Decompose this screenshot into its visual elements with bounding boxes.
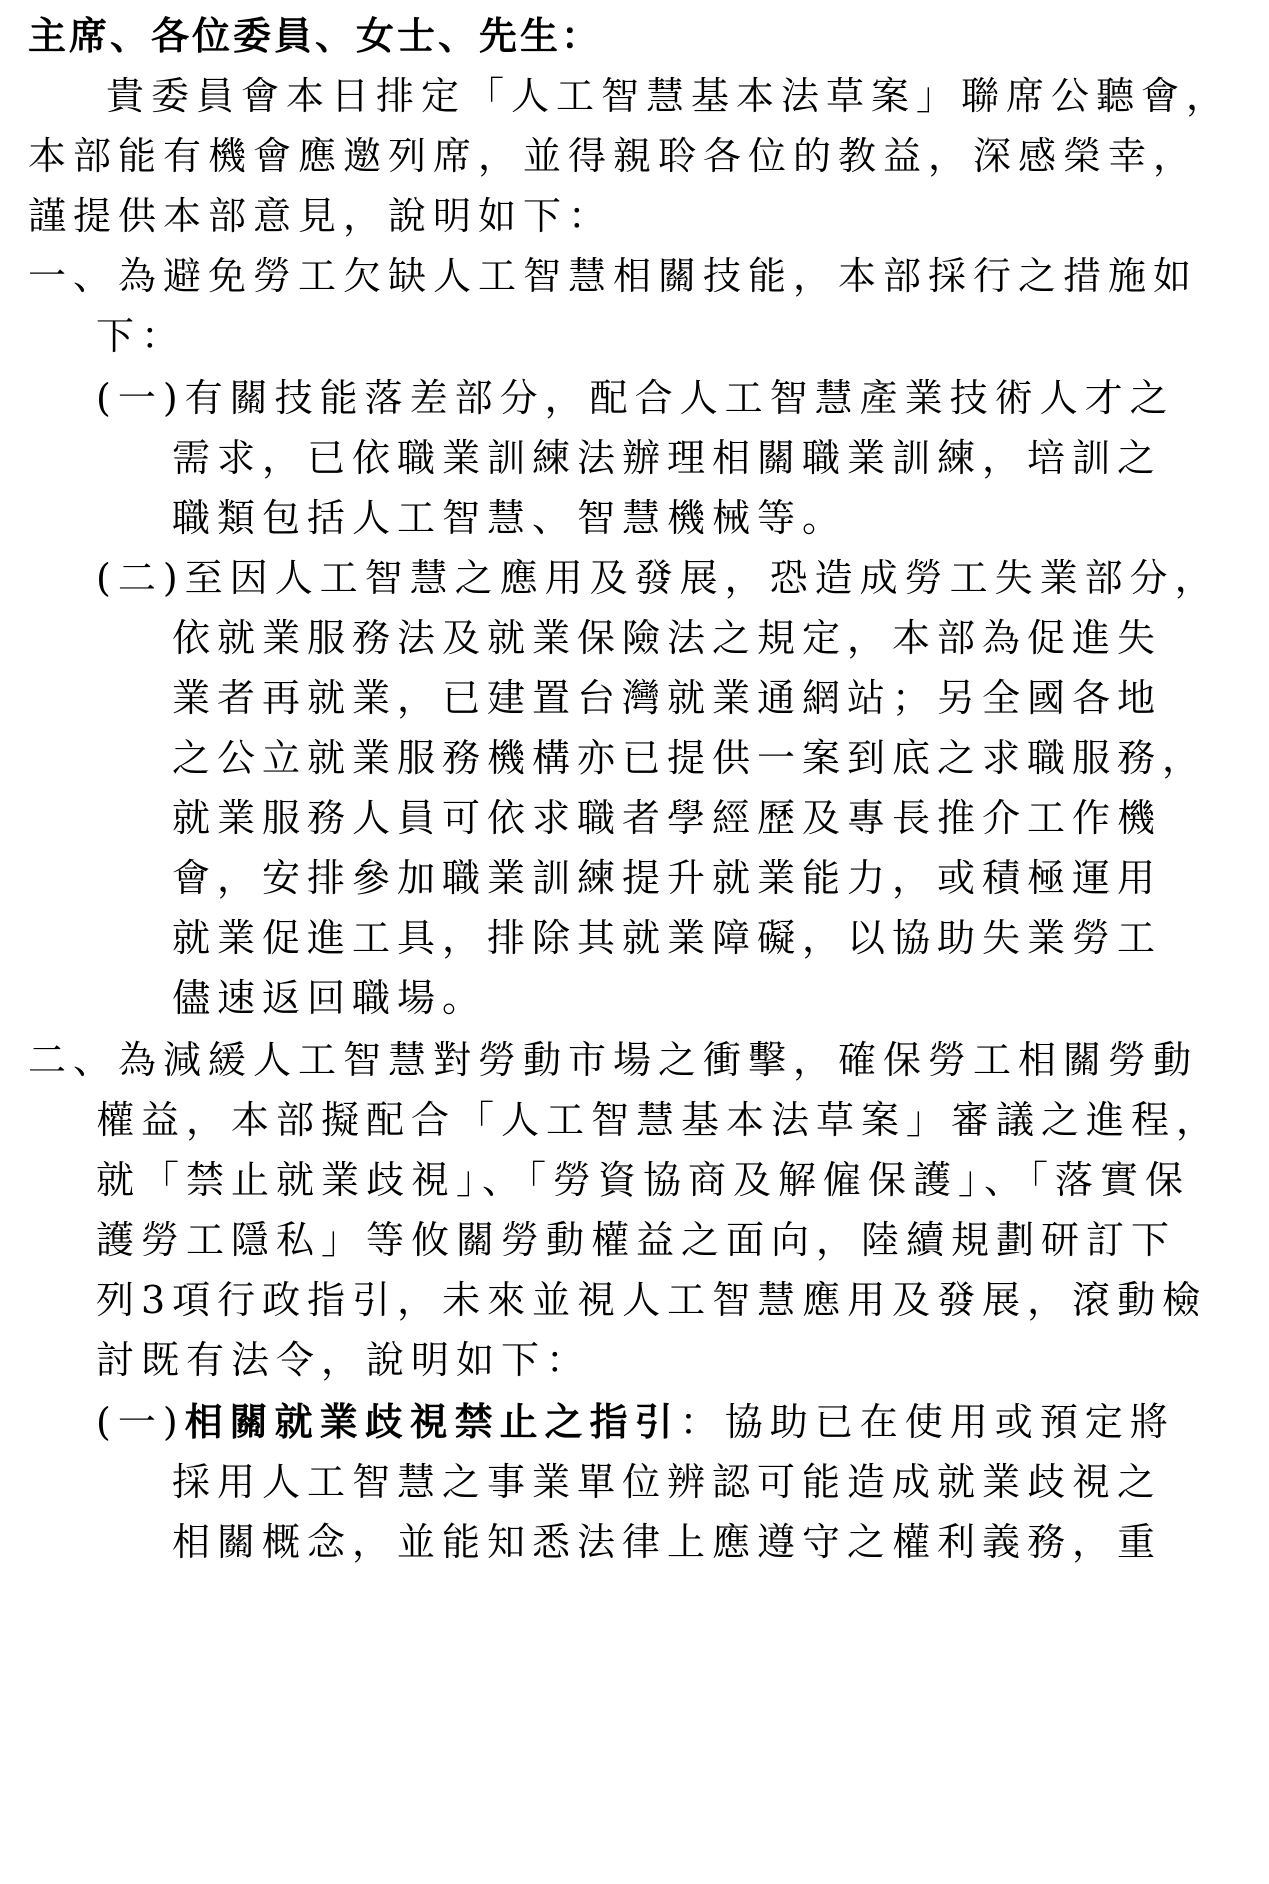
section-1-heading-line: 一、為避免勞工欠缺人工智慧相關技能，本部採行之措施如 bbox=[28, 254, 1199, 298]
section-2-heading-line: 權益，本部擬配合「人工智慧基本法草案」審議之進程， bbox=[96, 1098, 1222, 1142]
salutation: 主席、各位委員、女士、先生： bbox=[28, 13, 603, 58]
section-1-item-2-line: 儘速返回職場。 bbox=[172, 976, 488, 1020]
section-2-heading-line: 護勞工隱私」等攸關勞動權益之面向，陸續規劃研訂下 bbox=[96, 1218, 1177, 1262]
section-2-item-1-line: 採用人工智慧之事業單位辨認可能造成就業歧視之 bbox=[172, 1460, 1163, 1504]
intro-line: 本部能有機會應邀列席，並得親聆各位的教益，深感榮幸， bbox=[28, 134, 1199, 178]
section-1-item-2-line: 依就業服務法及就業保險法之規定，本部為促進失 bbox=[172, 616, 1163, 660]
item-colon: ： bbox=[679, 1400, 725, 1444]
intro-line: 貴委員會本日排定「人工智慧基本法草案」聯席公聽會， bbox=[106, 74, 1232, 118]
section-2-heading-line: 列3項行政指引，未來並視人工智慧應用及發展，滾動檢 bbox=[96, 1278, 1208, 1322]
section-1-item-2-line: (二)至因人工智慧之應用及發展，恐造成勞工失業部分， bbox=[96, 556, 1220, 600]
item-heading: 相關就業歧視禁止之指引 bbox=[184, 1399, 680, 1444]
intro-line: 謹提供本部意見，說明如下： bbox=[28, 194, 614, 238]
section-2-item-1-first-line bbox=[96, 1398, 1175, 1446]
section-1-heading-line: 下： bbox=[96, 314, 187, 358]
section-1-item-1-line: 需求，已依職業訓練法辦理相關職業訓練，培訓之 bbox=[172, 436, 1163, 480]
section-1-item-2-line: 就業促進工具，排除其就業障礙，以協助失業勞工 bbox=[172, 916, 1163, 960]
section-1-item-1-line: (一)有關技能落差部分，配合人工智慧產業技術人才之 bbox=[96, 376, 1175, 420]
section-2-heading-line: 討既有法令，說明如下： bbox=[96, 1338, 592, 1382]
section-1-item-1-line: 職類包括人工智慧、智慧機械等。 bbox=[172, 496, 848, 540]
section-2-item-1-line: 相關概念，並能知悉法律上應遵守之權利義務，重 bbox=[172, 1520, 1163, 1564]
item-text: 協助已在使用或預定將 bbox=[724, 1400, 1175, 1444]
section-2-heading-line: 就「禁止就業歧視」、「勞資協商及解僱保護」、「落實保 bbox=[96, 1158, 1191, 1202]
section-1-item-2-line: 會，安排參加職業訓練提升就業能力，或積極運用 bbox=[172, 856, 1163, 900]
item-marker: (一) bbox=[96, 1400, 185, 1444]
section-1-item-2-line: 之公立就業服務機構亦已提供一案到底之求職服務， bbox=[172, 736, 1208, 780]
section-1-item-2-line: 業者再就業，已建置台灣就業通網站；另全國各地 bbox=[172, 676, 1163, 720]
section-1-item-2-line: 就業服務人員可依求職者學經歷及專長推介工作機 bbox=[172, 796, 1163, 840]
section-2-heading-line: 二、為減緩人工智慧對勞動市場之衝擊，確保勞工相關勞動 bbox=[28, 1038, 1199, 1082]
